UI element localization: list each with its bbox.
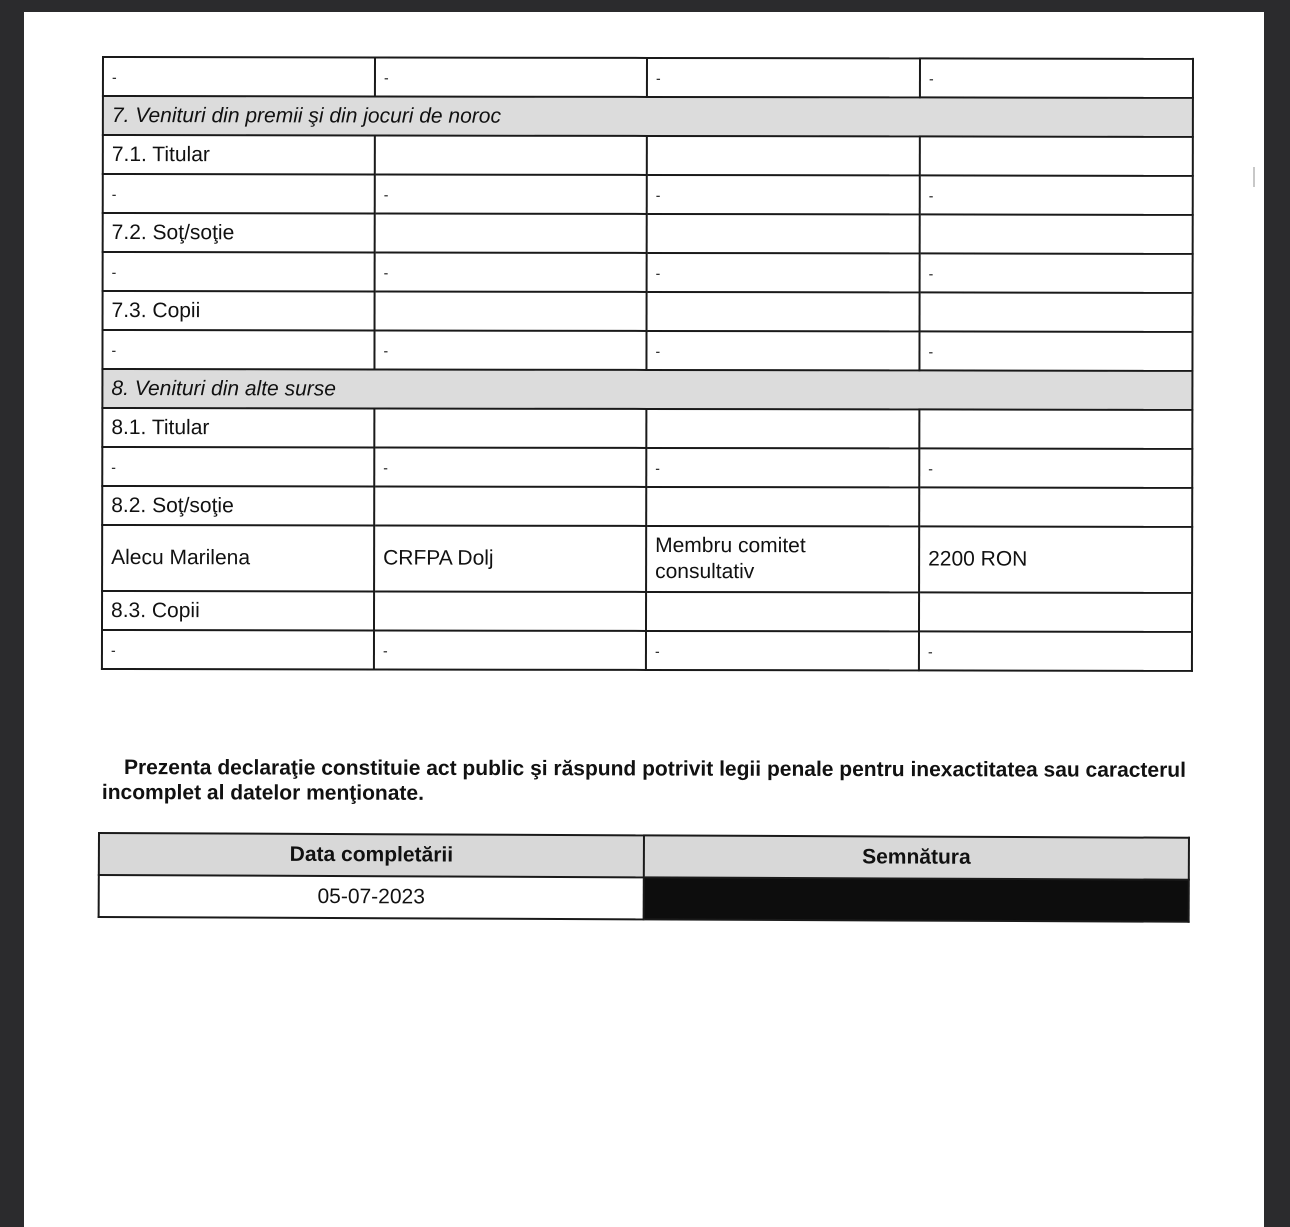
table-row: [103, 57, 1193, 98]
table-row: [102, 447, 1192, 488]
legal-statement: Prezenta declaraţie constituie act public şi răspund potrivit legii penale pentru inexactitatea sau caracterul incomplet al datelor menţionate.: [101, 756, 1186, 805]
income-amount: 2200 RON: [919, 526, 1192, 592]
table-cell: -: [103, 57, 375, 96]
completion-date: 05-07-2023: [99, 875, 644, 919]
table-row: [103, 291, 1193, 332]
table-row: [102, 630, 1192, 671]
signature-table: [98, 832, 1190, 923]
table-row: [102, 591, 1192, 632]
table-cell: -: [374, 630, 646, 669]
table-row: [103, 135, 1193, 176]
table-row: [102, 408, 1192, 449]
row-label: 8.1. Titular: [102, 408, 374, 447]
table-cell: [375, 213, 647, 252]
table-cell: -: [375, 252, 647, 291]
scrollbar-mark: [1253, 167, 1255, 187]
row-label: 8.3. Copii: [102, 591, 374, 630]
section-title: 7. Venituri din premii şi din jocuri de noroc: [103, 96, 1193, 137]
table-cell: [919, 592, 1192, 631]
table-cell: -: [919, 448, 1192, 487]
table-cell: -: [102, 447, 374, 486]
beneficiary-name: Alecu Marilena: [102, 525, 374, 591]
table-row: [102, 486, 1192, 527]
table-cell: -: [646, 448, 919, 487]
table-cell: -: [646, 631, 919, 670]
table-cell: [919, 487, 1192, 526]
table-cell: [374, 408, 646, 447]
row-label: 8.2. Soţ/soţie: [102, 486, 374, 525]
income-table: [101, 56, 1194, 672]
table-cell: -: [374, 447, 646, 486]
table-cell: -: [374, 330, 646, 369]
table-cell: -: [647, 175, 920, 214]
table-cell: [374, 486, 646, 525]
date-header: Data completării: [99, 833, 644, 877]
service-provided: Membru comitet consultativ: [646, 526, 919, 592]
table-cell: -: [920, 58, 1193, 97]
table-row: [103, 174, 1193, 215]
table-row: [102, 330, 1192, 371]
table-row: [99, 833, 1189, 880]
table-cell: -: [919, 331, 1192, 370]
table-cell: -: [920, 175, 1193, 214]
row-label: 7.2. Soţ/soţie: [103, 213, 375, 252]
table-cell: [920, 136, 1193, 175]
table-cell: [375, 291, 647, 330]
table-cell: -: [920, 253, 1193, 292]
table-cell: -: [647, 58, 920, 97]
row-label: 7.1. Titular: [103, 135, 375, 174]
section-header-row: [102, 369, 1192, 410]
document-page: [24, 12, 1264, 1227]
row-label: 7.3. Copii: [103, 291, 375, 330]
table-row: [102, 525, 1192, 593]
table-cell: -: [375, 174, 647, 213]
table-cell: -: [103, 174, 375, 213]
table-cell: -: [647, 253, 920, 292]
table-cell: -: [919, 631, 1192, 670]
signature-header: Semnătura: [644, 835, 1189, 879]
table-cell: -: [646, 331, 919, 370]
table-cell: [647, 292, 920, 331]
table-cell: [375, 135, 647, 174]
table-cell: [646, 592, 919, 631]
table-cell: [374, 591, 646, 630]
table-row: [103, 213, 1193, 254]
table-cell: [920, 214, 1193, 253]
table-cell: -: [102, 630, 374, 669]
table-cell: -: [375, 57, 647, 96]
table-cell: [920, 292, 1193, 331]
table-cell: [646, 409, 919, 448]
table-row: [99, 875, 1189, 922]
section-header-row: [103, 96, 1193, 137]
table-cell: [647, 136, 920, 175]
income-source: CRFPA Dolj: [374, 525, 646, 591]
table-cell: -: [102, 330, 374, 369]
table-row: [103, 252, 1193, 293]
redacted-signature: [644, 877, 1189, 921]
table-cell: [647, 214, 920, 253]
section-title: 8. Venituri din alte surse: [102, 369, 1192, 410]
table-cell: -: [103, 252, 375, 291]
table-cell: [646, 487, 919, 526]
table-cell: [919, 409, 1192, 448]
